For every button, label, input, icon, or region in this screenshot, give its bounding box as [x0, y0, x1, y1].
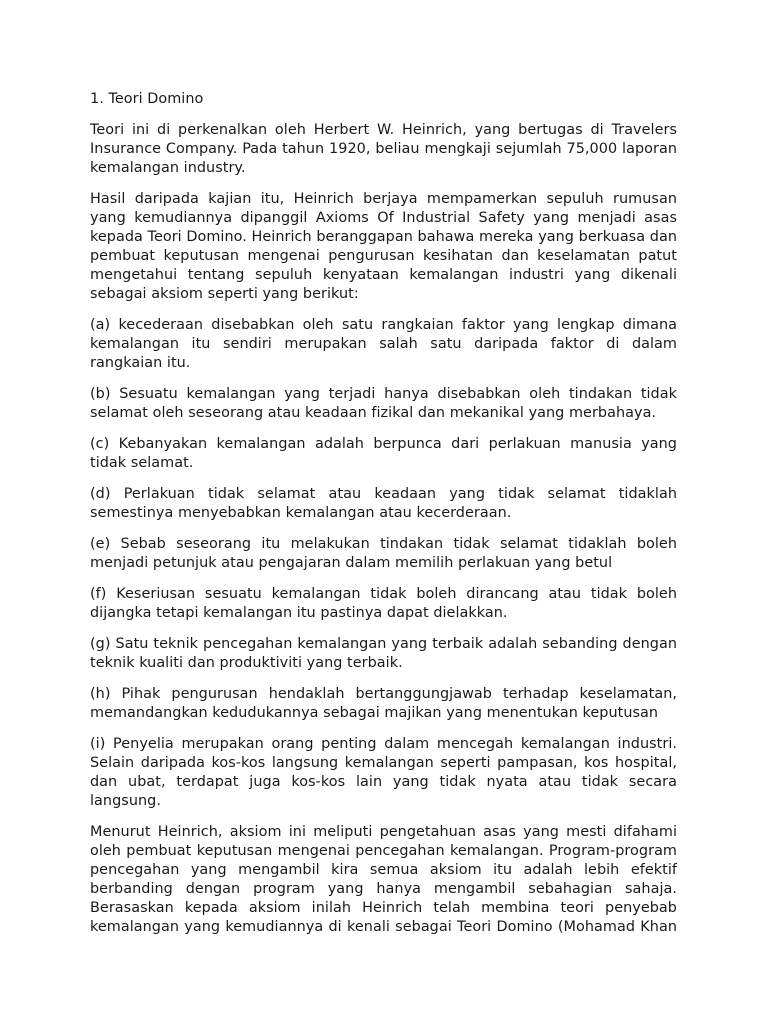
axiom-a-paragraph: (a) kecederaan disebabkan oleh satu rangkaian faktor yang lengkap dimana kemalangan itu sendiri merupakan salah satu daripada faktor di dalam rangkaian itu.: [90, 317, 677, 371]
findings-paragraph: Hasil daripada kajian itu, Heinrich berjaya mempamerkan sepuluh rumusan yang kemudiannya dipanggil Axioms Of Industrial Safety yang menjadi asas kepada Teori Domino. Heinrich beranggapan bahawa mereka yang berkuasa dan pembuat keputusan mengenai pengurusan kesihatan dan keselamatan patut mengetahui tentang sepuluh kenyataan kemalangan industri yang dikenali sebagai aksiom seperti yang berikut:: [90, 191, 677, 302]
section-heading: 1. Teori Domino: [90, 91, 204, 107]
intro-paragraph: Teori ini di perkenalkan oleh Herbert W. Heinrich, yang bertugas di Travelers Insurance Company. Pada tahun 1920, beliau mengkaji sejumlah 75,000 laporan kemalangan industry.: [90, 122, 677, 176]
conclusion-paragraph: Menurut Heinrich, aksiom ini meliputi pengetahuan asas yang mesti difahami oleh pembuat keputusan mengenai pencegahan kemalangan. Program-program pencegahan yang mengambil kira semua aksiom itu adalah lebih efektif berbanding dengan program yang hanya mengambil sebahagian sahaja. Berasaskan kepada aksiom inilah Heinrich telah membina teori penyebab kemalangan yang kemudiannya di kenali sebagai Teori Domino (Mohamad Khan: [90, 824, 677, 935]
axiom-f-paragraph: (f) Keseriusan sesuatu kemalangan tidak boleh dirancang atau tidak boleh dijangka tetapi kemalangan itu pastinya dapat dielakkan.: [90, 586, 677, 621]
axiom-d-paragraph: (d) Perlakuan tidak selamat atau keadaan yang tidak selamat tidaklah semestinya menyebabkan kemalangan atau kecerderaan.: [90, 486, 677, 521]
document-page: [90, 90, 677, 949]
axiom-c-paragraph: (c) Kebanyakan kemalangan adalah berpunca dari perlakuan manusia yang tidak selamat.: [90, 436, 677, 471]
axiom-h-paragraph: (h) Pihak pengurusan hendaklah bertanggungjawab terhadap keselamatan, memandangkan kedudukannya sebagai majikan yang menentukan keputusan: [90, 686, 677, 721]
axiom-b-paragraph: (b) Sesuatu kemalangan yang terjadi hanya disebabkan oleh tindakan tidak selamat oleh seseorang atau keadaan fizikal dan mekanikal yang merbahaya.: [90, 386, 677, 421]
axiom-g-paragraph: (g) Satu teknik pencegahan kemalangan yang terbaik adalah sebanding dengan teknik kualiti dan produktiviti yang terbaik.: [90, 636, 677, 671]
axiom-i-paragraph: (i) Penyelia merupakan orang penting dalam mencegah kemalangan industri. Selain daripada kos-kos langsung kemalangan seperti pampasan, kos hospital, dan ubat, terdapat juga kos-kos lain yang tidak nyata atau tidak secara langsung.: [90, 736, 677, 809]
axiom-e-paragraph: (e) Sebab seseorang itu melakukan tindakan tidak selamat tidaklah boleh menjadi petunjuk atau pengajaran dalam memilih perlakuan yang betul: [90, 536, 677, 571]
